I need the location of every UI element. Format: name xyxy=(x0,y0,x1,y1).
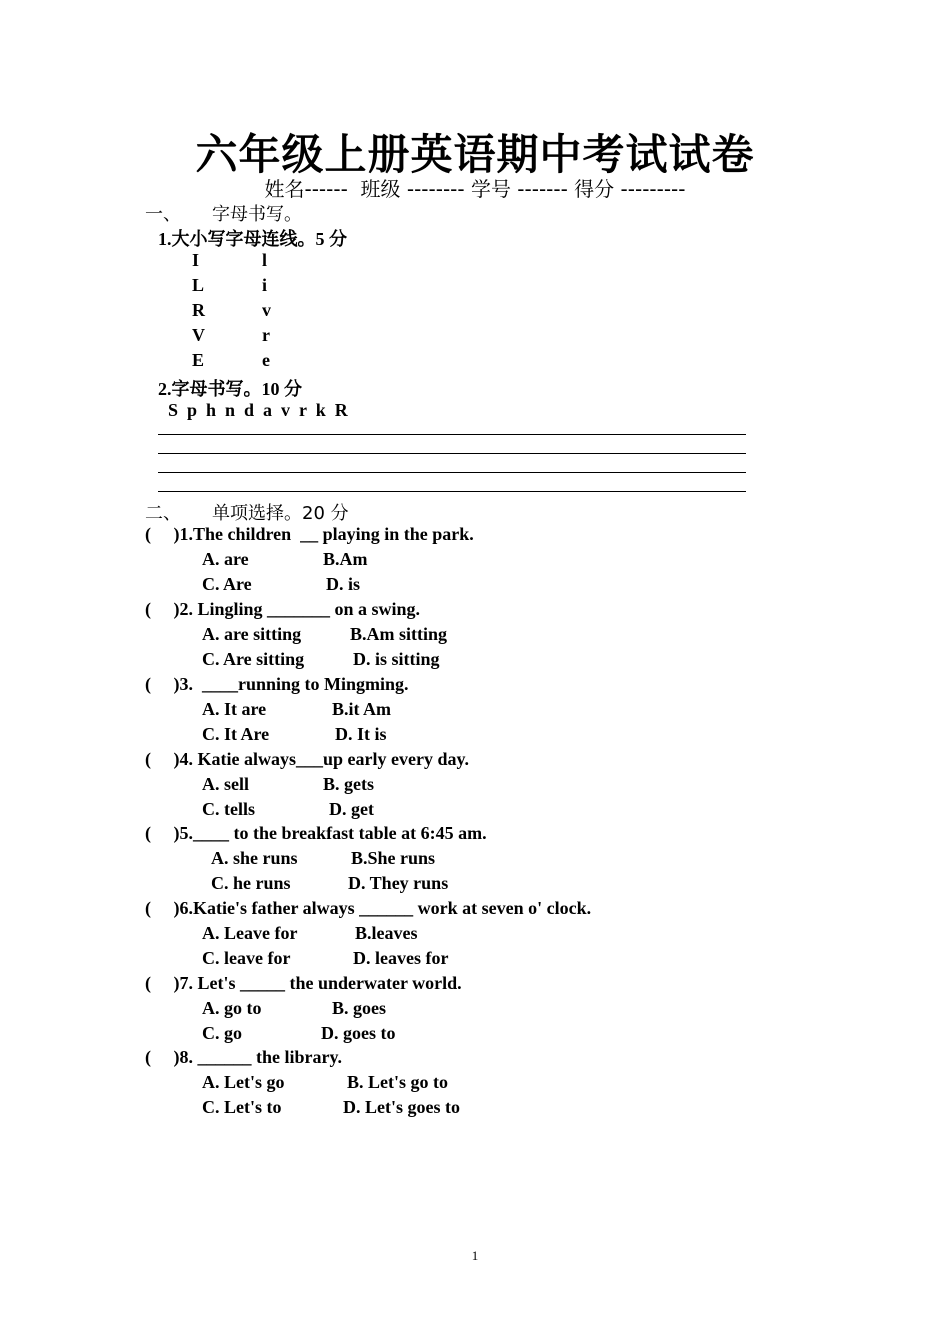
writing-line xyxy=(158,434,746,435)
option-b: B.She runs xyxy=(351,848,436,868)
section2-number: 二、 xyxy=(145,503,181,524)
section1-number: 一、 xyxy=(145,204,181,225)
option-d: D. Let's goes to xyxy=(343,1097,460,1117)
option-b: B.leaves xyxy=(355,923,418,943)
upper-letter: V xyxy=(192,325,205,345)
question-stem: ( )3. ____running to Mingming. xyxy=(145,674,409,694)
option-b: B.Am xyxy=(323,549,368,569)
writing-line xyxy=(158,453,746,454)
question-stem: ( )8. ______ the library. xyxy=(145,1047,342,1067)
student-info-line: 姓名------ 班级 -------- 学号 ------- 得分 --------- xyxy=(264,177,686,201)
option-b: B. goes xyxy=(332,998,386,1018)
section1-heading: 字母书写。 xyxy=(212,204,302,225)
option-d: D. is xyxy=(326,574,361,594)
lower-letter: e xyxy=(262,350,270,370)
option-b: B.it Am xyxy=(332,699,392,719)
option-c: C. It Are xyxy=(202,724,270,744)
option-d: D. They runs xyxy=(348,873,449,893)
option-d: D. It is xyxy=(335,724,387,744)
option-c: C. tells xyxy=(202,799,255,819)
lower-letter: v xyxy=(262,300,271,320)
option-a: A. she runs xyxy=(211,848,298,868)
question-stem: ( )7. Let's _____ the underwater world. xyxy=(145,973,462,993)
part2-heading: 2.字母书写。10 分 xyxy=(158,379,302,399)
question-stem: ( )6.Katie's father always ______ work at seven o' clock. xyxy=(145,898,592,918)
lower-letter: i xyxy=(262,275,268,295)
upper-letter: R xyxy=(192,300,205,320)
option-d: D. get xyxy=(329,799,374,819)
option-d: D. leaves for xyxy=(353,948,449,968)
question-stem: ( )2. Lingling _______ on a swing. xyxy=(145,599,421,619)
option-d: D. goes to xyxy=(321,1023,396,1043)
option-a: A. are xyxy=(202,549,249,569)
option-a: A. It are xyxy=(202,699,267,719)
option-a: A. go to xyxy=(202,998,262,1018)
page-number: 1 xyxy=(471,1248,479,1263)
option-c: C. leave for xyxy=(202,948,291,968)
upper-letter: E xyxy=(192,350,205,370)
option-c: C. Let's to xyxy=(202,1097,282,1117)
option-a: A. are sitting xyxy=(202,624,302,644)
option-b: B. Let's go to xyxy=(347,1072,448,1092)
lower-letter: l xyxy=(262,250,268,270)
option-d: D. is sitting xyxy=(353,649,440,669)
question-stem: ( )1.The children __ playing in the park. xyxy=(145,524,474,544)
option-a: A. Let's go xyxy=(202,1072,285,1092)
option-c: C. go xyxy=(202,1023,242,1043)
section2-heading: 单项选择。20 分 xyxy=(212,503,349,524)
option-c: C. Are xyxy=(202,574,252,594)
upper-letter: I xyxy=(192,250,200,270)
writing-line xyxy=(158,472,746,473)
option-c: C. Are sitting xyxy=(202,649,305,669)
lower-letter: r xyxy=(262,325,270,345)
option-a: A. Leave for xyxy=(202,923,298,943)
part1-heading: 1.大小写字母连线。5 分 xyxy=(158,229,347,249)
option-b: B. gets xyxy=(323,774,374,794)
question-stem: ( )4. Katie always___up early every day. xyxy=(145,749,469,769)
option-b: B.Am sitting xyxy=(350,624,448,644)
writing-line xyxy=(158,491,746,492)
part2-letters: S p h n d a v r k R xyxy=(168,400,348,420)
option-a: A. sell xyxy=(202,774,249,794)
upper-letter: L xyxy=(192,275,205,295)
question-stem: ( )5.____ to the breakfast table at 6:45 am. xyxy=(145,823,487,843)
option-c: C. he runs xyxy=(211,873,291,893)
page-title: 六年级上册英语期中考试试卷 xyxy=(195,130,755,179)
